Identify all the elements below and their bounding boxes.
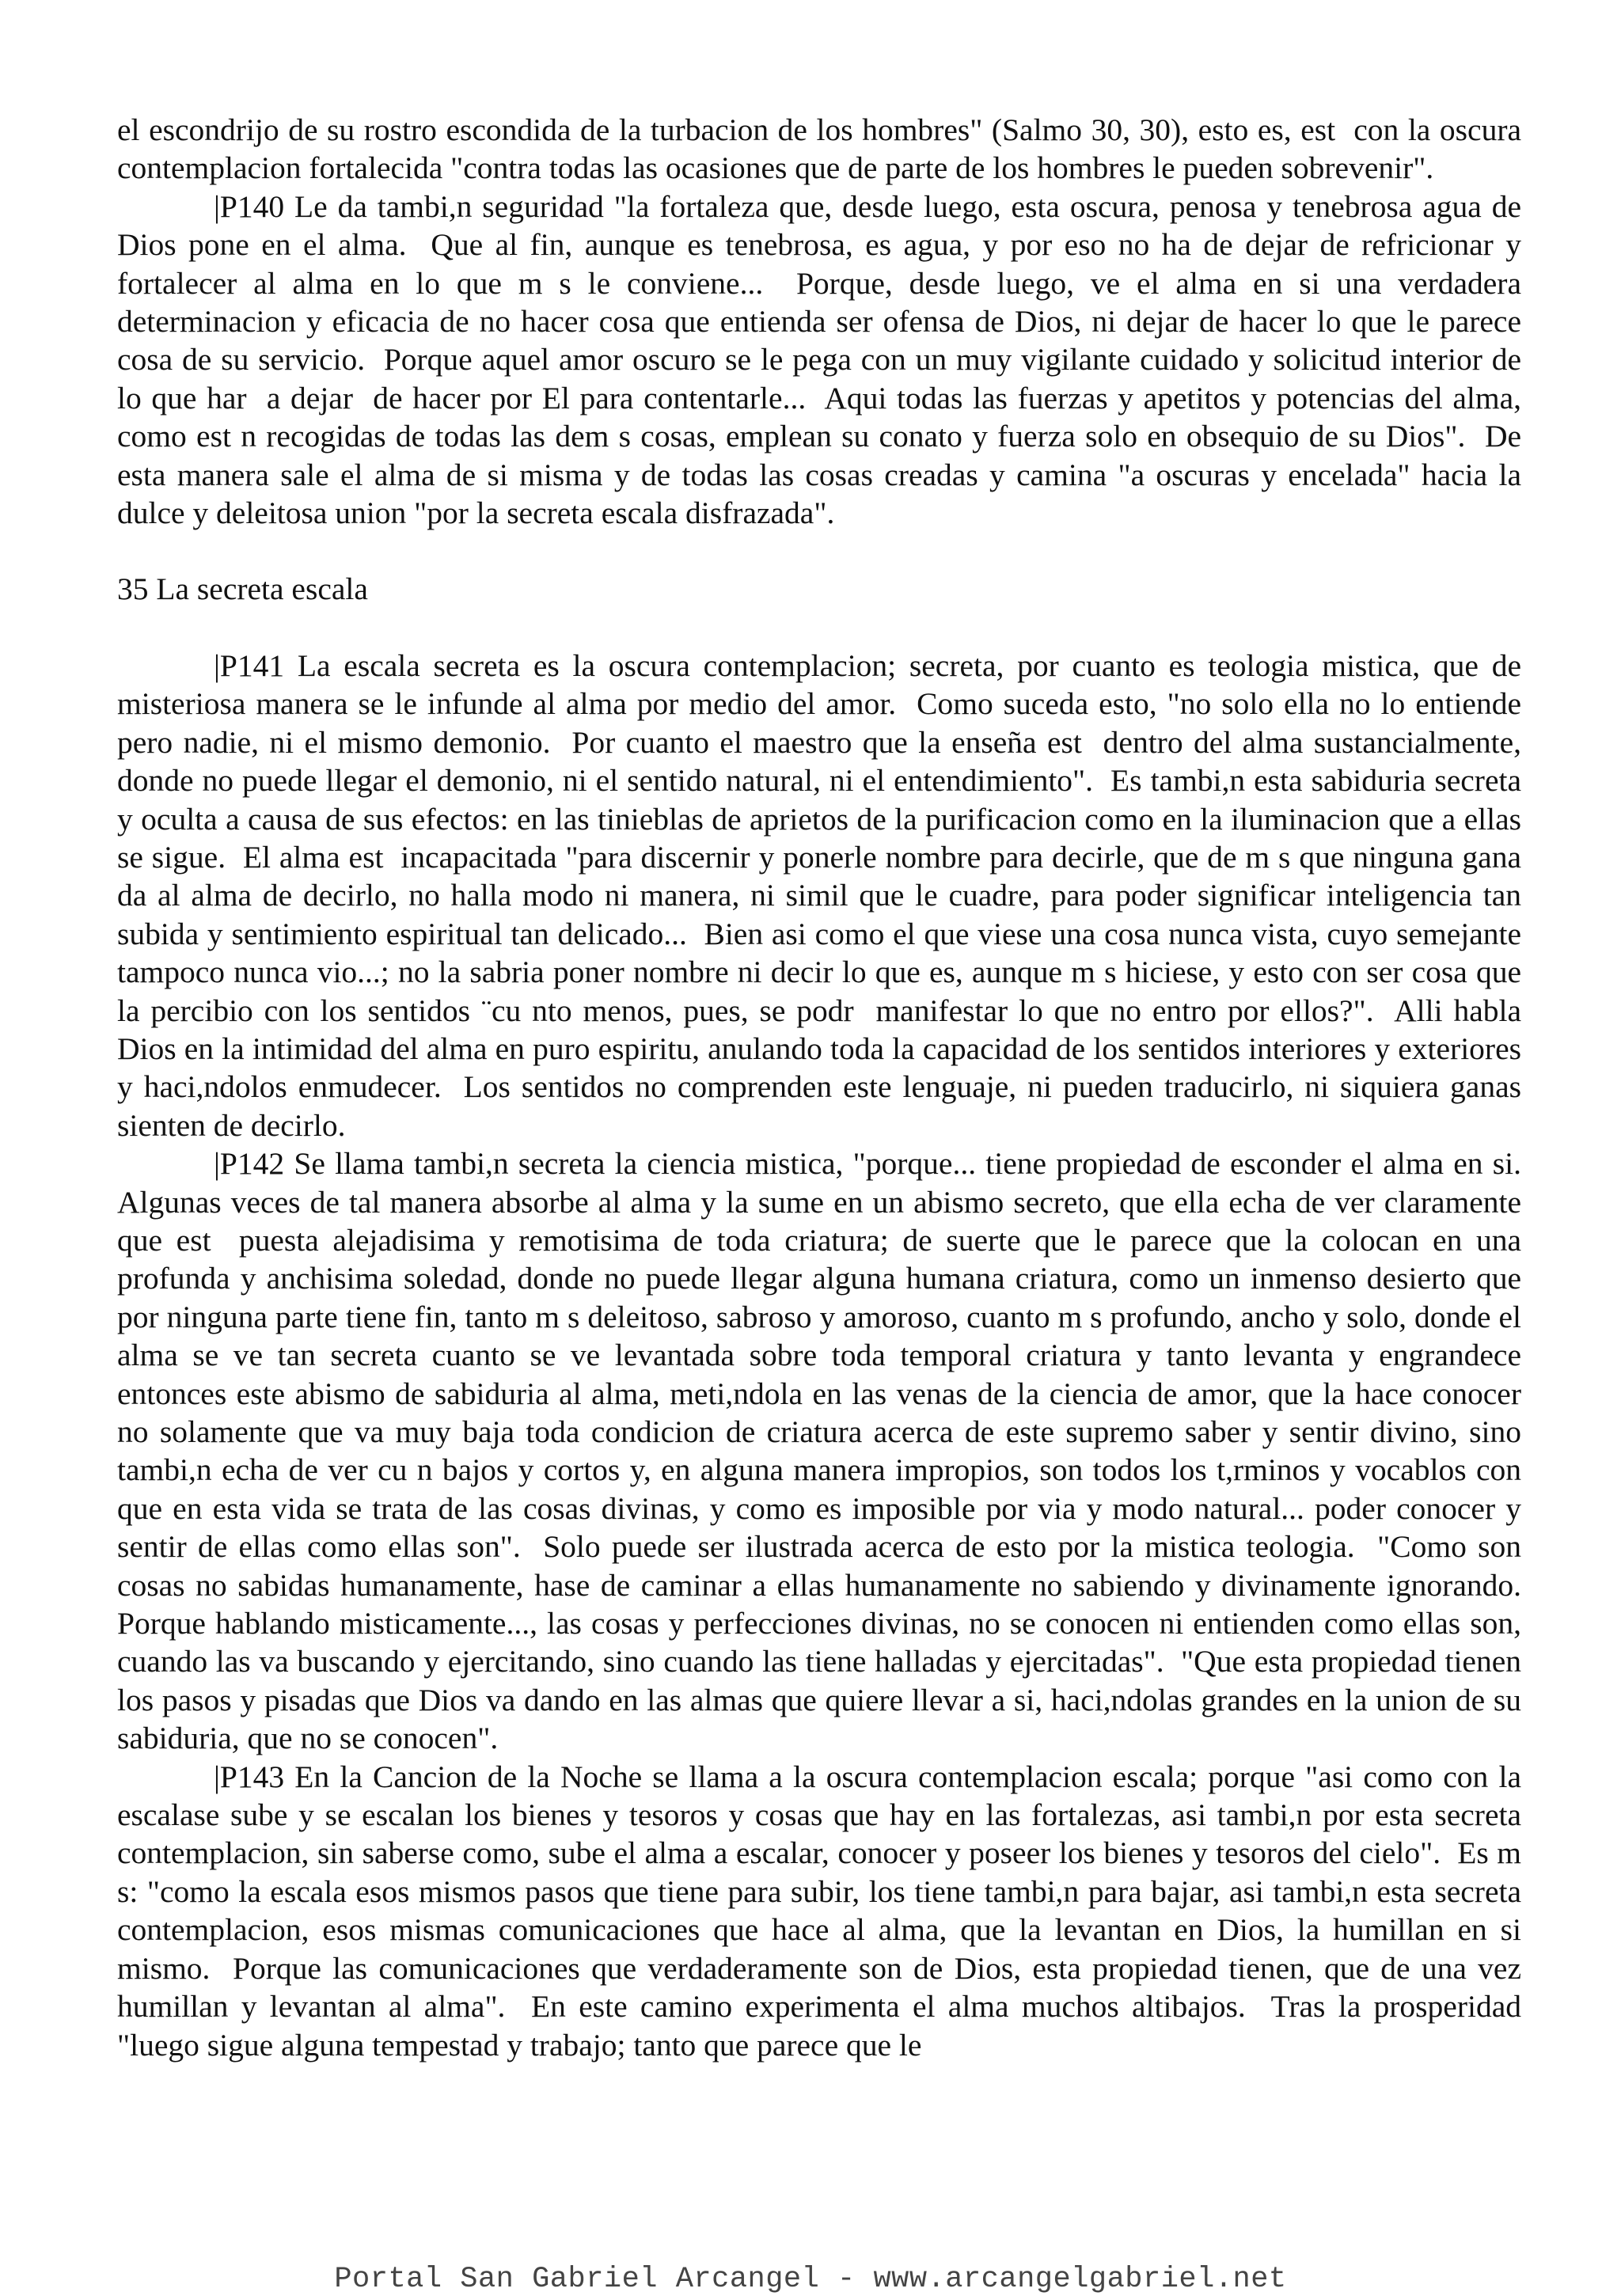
- paragraph-p141: |P141 La escala secreta es la oscura contemplacion; secreta, por cuanto es teologia mistica, que de misteriosa manera se le infunde al alma por medio del amor. Como suceda esto, "no solo ella no lo entiende pero nadie, ni el mismo demonio. Por cuanto el maestro que la enseña est dentro del alma sustancialmente, donde no puede llegar el demonio, ni el sentido natural, ni el entendimiento". Es tambi,n esta sabiduria secreta y oculta a causa de sus efectos: en las tinieblas de aprietos de la purificacion como en la iluminacion que a ellas se sigue. El alma est incapacitada "para discernir y ponerle nombre para decirle, que de m s que ninguna gana da al alma de decirlo, no halla modo ni manera, ni simil que le cuadre, para poder significar inteligencia tan subida y sentimiento espiritual tan delicado... Bien asi como el que viese una cosa nunca vista, cuyo semejante tampoco nunca vio...; no la sabria poner nombre ni decir lo que es, aunque m s hiciese, y esto con ser cosa que la percibio con los sentidos ¨cu nto menos, pues, se podr manifestar lo que no entro por ellos?". Alli habla Dios en la intimidad del alma en puro espiritu, anulando toda la capacidad de los sentidos interiores y exteriores y haci,ndolos enmudecer. Los sentidos no comprenden este lenguaje, ni pueden traducirlo, ni siquiera ganas sienten de decirlo.: [117, 647, 1529, 1143]
- paragraph-p140: |P140 Le da tambi,n seguridad "la fortaleza que, desde luego, esta oscura, penosa y tenebrosa agua de Dios pone en el alma. Que al fin, aunque es tenebrosa, es agua, y por eso no ha de dejar de refricionar y fortalecer al alma en lo que m s le conviene... Porque, desde luego, ve el alma en si una verdadera determinacion y eficacia de no hacer cosa que entienda ser ofensa de Dios, ni dejar de hacer lo que le parece cosa de su servicio. Porque aquel amor oscuro se le pega con un muy vigilante cuidado y solicitud interior de lo que har a dejar de hacer por El para contentarle... Aqui todas las fuerzas y apetitos y potencias del alma, como est n recogidas de todas las dem s cosas, emplean su conato y fuerza solo en obsequio de su Dios". De esta manera sale el alma de si misma y de todas las cosas creadas y camina "a oscuras y encelada" hacia la dulce y deleitosa union "por la secreta escala disfrazada".: [117, 188, 1529, 531]
- page-footer: Portal San Gabriel Arcangel - www.arcangelgabriel.net: [334, 2263, 1287, 2296]
- paragraph-continuation: el escondrijo de su rostro escondida de la turbacion de los hombres" (Salmo 30, 30), esto es, est con la oscura contemplacion fortalecida "contra todas las ocasiones que de parte de los hombres le pueden sobrevenir".: [117, 112, 1529, 186]
- document-page: [117, 111, 1537, 2064]
- section-heading: 35 La secreta escala: [117, 571, 368, 607]
- paragraph-p142: |P142 Se llama tambi,n secreta la ciencia mistica, "porque... tiene propiedad de esconder el alma en si. Algunas veces de tal manera absorbe al alma y la sume en un abismo secreto, que ella echa de ver claramente que est puesta alejadisima y remotisima de toda criatura; de suerte que le parece que la colocan en una profunda y anchisima soledad, donde no puede llegar alguna humana criatura, como un inmenso desierto que por ninguna parte tiene fin, tanto m s deleitoso, sabroso y amoroso, cuanto m s profundo, ancho y solo, donde el alma se ve tan secreta cuanto se ve levantada sobre toda temporal criatura y tanto levanta y engrandece entonces este abismo de sabiduria al alma, meti,ndola en las venas de la ciencia de amor, que la hace conocer no solamente que va muy baja toda condicion de criatura acerca de este supremo saber y sentir divino, sino tambi,n echa de ver cu n bajos y cortos y, en alguna manera impropios, son todos los t,rminos y vocablos con que en esta vida se trata de las cosas divinas, y como es imposible por via y modo natural... poder conocer y sentir de ellas como ellas son". Solo puede ser ilustrada acerca de esto por la mistica teologia. "Como son cosas no sabidas humanamente, hase de caminar a ellas humanamente no sabiendo y divinamente ignorando. Porque hablando misticamente..., las cosas y perfecciones divinas, no se conocen ni entienden como ellas son, cuando las va buscando y ejercitando, sino cuando las tiene halladas y ejercitadas". "Que esta propiedad tienen los pasos y pisadas que Dios va dando en las almas que quiere llevar a si, haci,ndolas grandes en la union de su sabiduria, que no se conocen".: [117, 1146, 1537, 1756]
- paragraph-p143: |P143 En la Cancion de la Noche se llama a la oscura contemplacion escala; porque "asi como con la escalase sube y se escalan los bienes y tesoros y cosas que hay en las fortalezas, asi tambi,n por esta secreta contemplacion, sin saberse como, sube el alma a escalar, conocer y poseer los bienes y tesoros del cielo". Es m s: "como la escala esos mismos pasos que tiene para subir, los tiene tambi,n para bajar, asi tambi,n esta secreta contemplacion, esos mismas comunicaciones que hace al alma, que la levantan en Dios, la humillan en si mismo. Porque las comunicaciones que verdaderamente son de Dios, esta propiedad tienen, que de una vez humillan y levantan al alma". En este camino experimenta el alma muchos altibajos. Tras la prosperidad "luego sigue alguna tempestad y trabajo; tanto que parece que le: [117, 1759, 1529, 2063]
